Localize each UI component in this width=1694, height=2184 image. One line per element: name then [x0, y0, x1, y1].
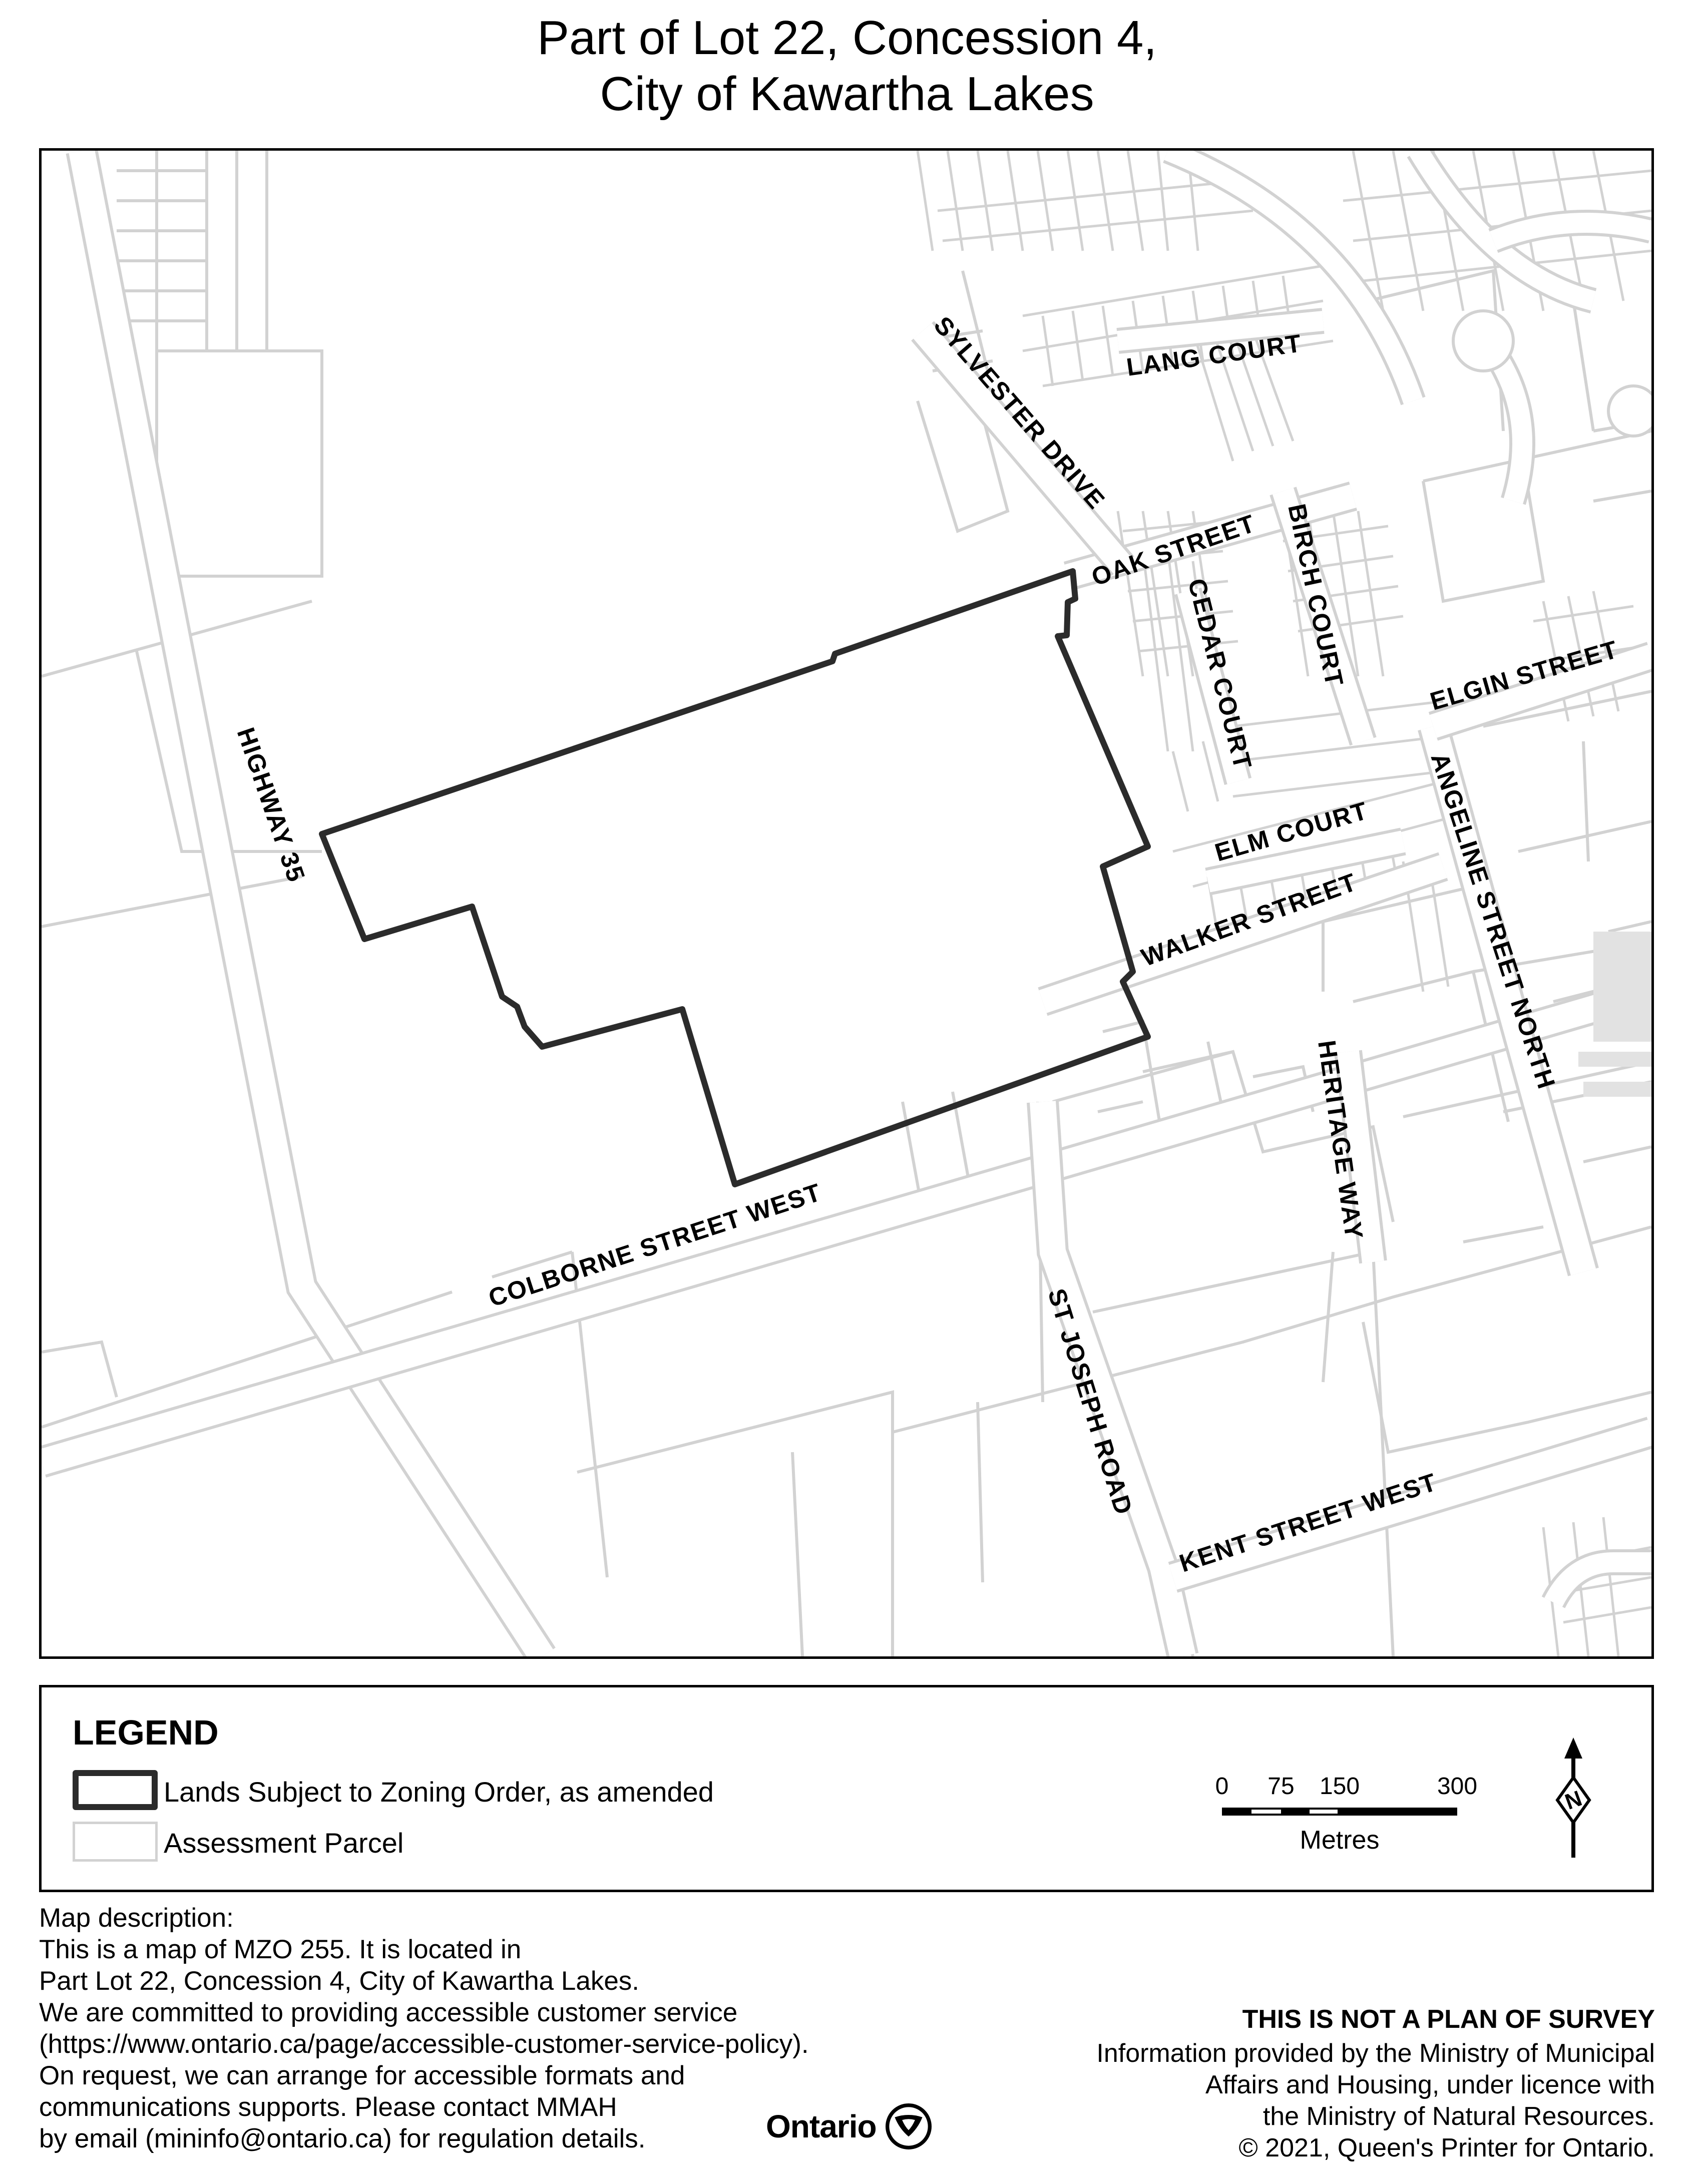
map-title-line-2: City of Kawartha Lakes [600, 67, 1094, 121]
north-label: N [1561, 1786, 1585, 1815]
scale-tick-150: 150 [1319, 1773, 1360, 1800]
label-lang-court: LANG COURT [1124, 329, 1304, 381]
map-title [0, 10, 1694, 122]
map-title-line-1: Part of Lot 22, Concession 4, [537, 11, 1157, 65]
disclaimer-body: Information provided by the Ministry of Municipal Affairs and Housing, under licence with the Ministry of Natural Resources. © 2021, Queen's Printer for Ontario. [1096, 2039, 1655, 2162]
road-labels [232, 311, 1621, 1577]
label-oak-street: OAK STREET [1088, 509, 1259, 592]
map-canvas [42, 151, 1651, 1656]
legend-zoning-label: Lands Subject to Zoning Order, as amended [164, 1776, 714, 1808]
label-heritage-way: HERITAGE WAY [1313, 1038, 1369, 1242]
scale-bar-graphic [1222, 1808, 1457, 1816]
disclaimer [1096, 2004, 1655, 2164]
scale-tick-75: 75 [1267, 1773, 1295, 1800]
north-arrow-icon [1553, 1737, 1593, 1863]
zoning-order-boundary[interactable] [322, 571, 1148, 1184]
legend [39, 1685, 1654, 1892]
legend-parcel-swatch [73, 1822, 158, 1862]
label-angeline-street-north: ANGELINE STREET NORTH [1425, 749, 1561, 1093]
label-cedar-court: CEDAR COURT [1182, 576, 1257, 773]
ontario-wordmark: Ontario [766, 2108, 877, 2144]
label-elm-court: ELM COURT [1211, 796, 1372, 867]
scale-tick-300: 300 [1437, 1773, 1478, 1800]
label-st-joseph-road: ST JOSEPH ROAD [1042, 1285, 1138, 1519]
not-a-plan-of-survey: THIS IS NOT A PLAN OF SURVEY [1242, 2005, 1655, 2034]
label-kent-street-west: KENT STREET WEST [1176, 1468, 1441, 1578]
ontario-trillium-icon [886, 2103, 932, 2149]
map-frame[interactable] [39, 148, 1654, 1659]
legend-parcel-label: Assessment Parcel [164, 1827, 404, 1859]
label-colborne-street-west: COLBORNE STREET WEST [485, 1178, 825, 1313]
label-sylvester-drive: SYLVESTER DRIVE [928, 311, 1111, 515]
label-walker-street: WALKER STREET [1137, 867, 1361, 972]
label-highway-35: HIGHWAY 35 [231, 724, 311, 886]
scale-units: Metres [1300, 1826, 1380, 1855]
legend-title: LEGEND [73, 1713, 219, 1752]
scale-tick-0: 0 [1215, 1773, 1229, 1800]
legend-zoning-swatch [73, 1770, 158, 1810]
label-elgin-street: ELGIN STREET [1427, 635, 1621, 716]
ontario-logo [766, 2103, 932, 2149]
scale-bar [1215, 1773, 1478, 1858]
map-description: Map description: This is a map of MZO 255. It is located in Part Lot 22, Concession 4, City of Kawartha Lakes. We are committed to providing accessible customer service (https://www.ontario.ca/page/accessible-customer-service-policy). On request, we can arrange for accessible formats and communications supports. Please contact MMAH by email (mininfo@ontario.ca) for regulation details. [39, 1903, 809, 2153]
label-birch-court: BIRCH COURT [1283, 501, 1349, 690]
